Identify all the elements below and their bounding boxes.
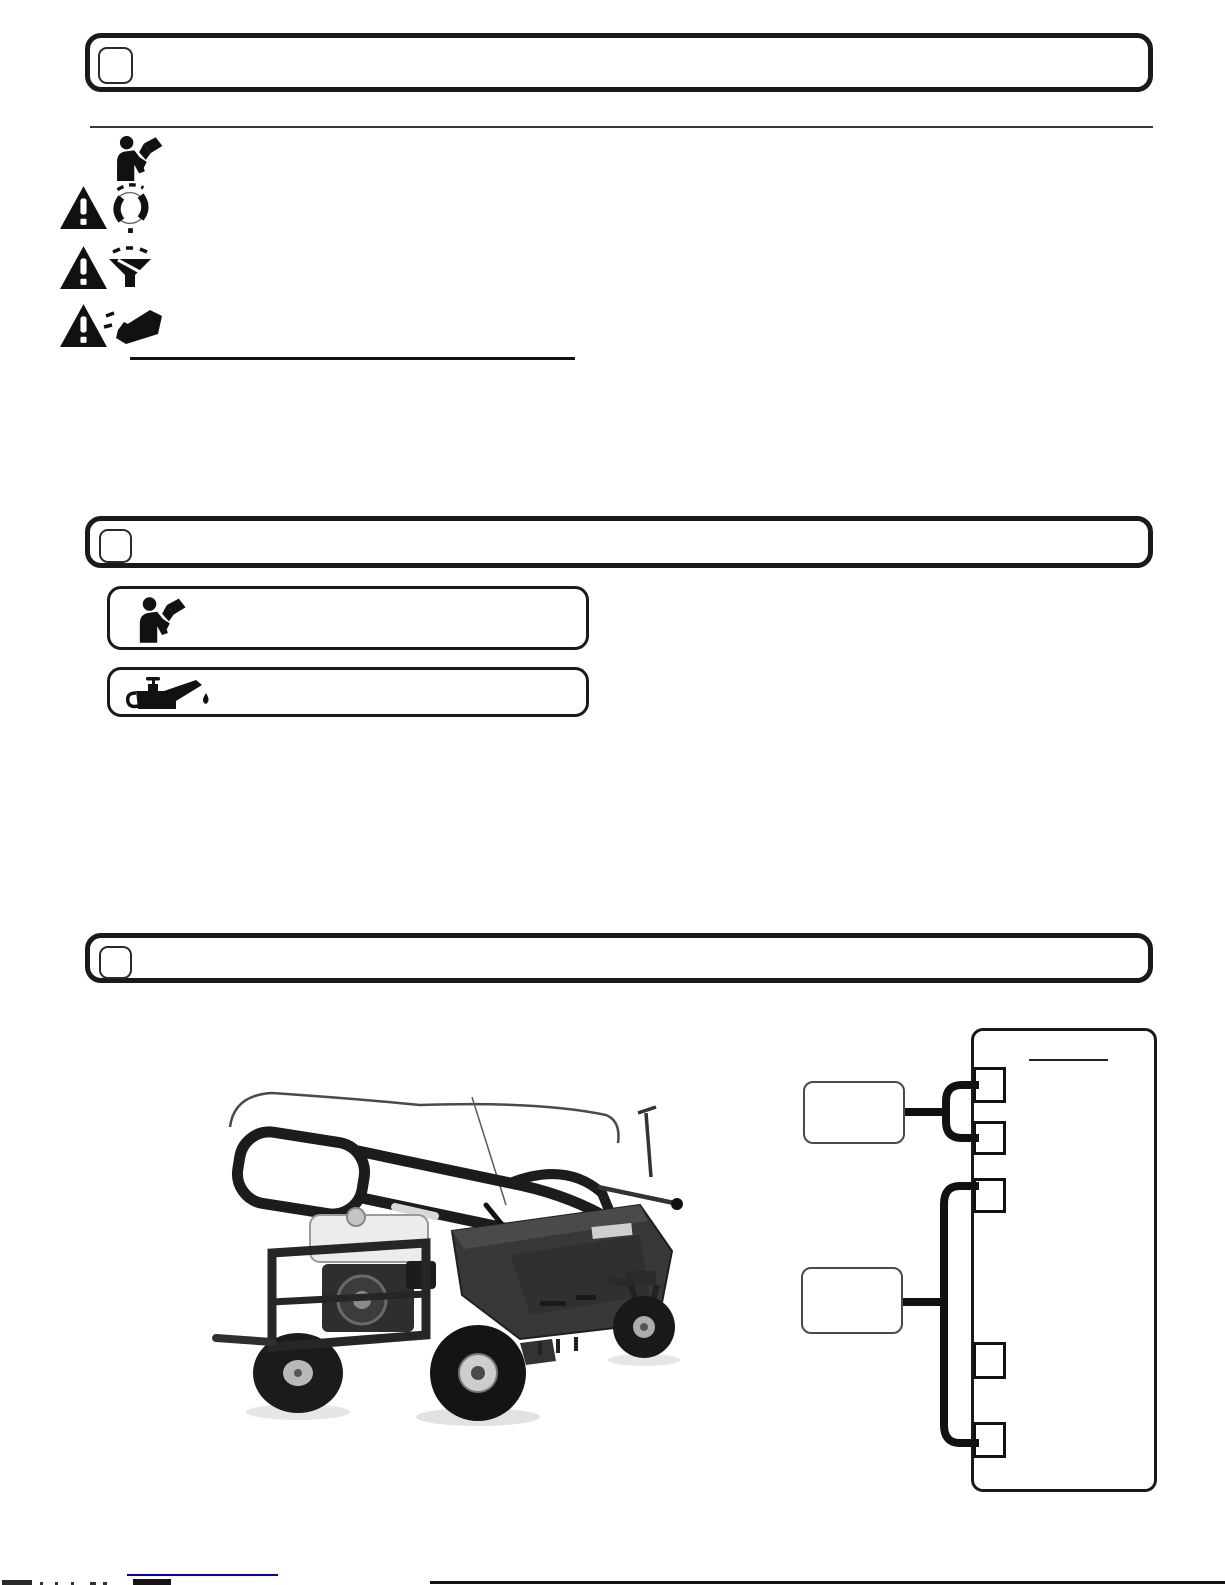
oil-note-box <box>107 667 589 717</box>
legend-title-rule <box>1029 1059 1108 1061</box>
section-1-underline <box>130 357 575 360</box>
read-manual-icon <box>135 596 193 643</box>
section-1-divider <box>90 126 1153 128</box>
section-1-header-bar <box>85 33 1153 92</box>
power-rake-photo <box>210 1055 690 1435</box>
section-1-number-chip <box>98 47 133 84</box>
section-3-header-bar <box>85 933 1153 983</box>
warning-triangle-icon <box>59 185 108 230</box>
pinch-point-icon <box>105 180 155 236</box>
read-manual-icon <box>112 135 170 181</box>
read-manual-note-box <box>107 586 589 650</box>
section-2-number-chip <box>99 529 132 563</box>
debris-funnel-icon <box>104 242 156 292</box>
section-2-header-bar <box>85 516 1153 568</box>
footer-text-fragment <box>2 1580 32 1585</box>
figure-callout-box-1 <box>803 1081 905 1144</box>
footer-link-underline <box>127 1574 278 1576</box>
hand-injury-icon <box>100 300 164 348</box>
footer-rule <box>430 1581 1225 1584</box>
oil-can-icon <box>122 675 214 715</box>
section-3-number-chip <box>99 946 132 979</box>
warning-triangle-icon <box>59 245 108 290</box>
callout-brackets <box>895 1070 987 1465</box>
figure-callout-box-2 <box>801 1267 903 1334</box>
footer-text-fragment <box>133 1579 171 1585</box>
